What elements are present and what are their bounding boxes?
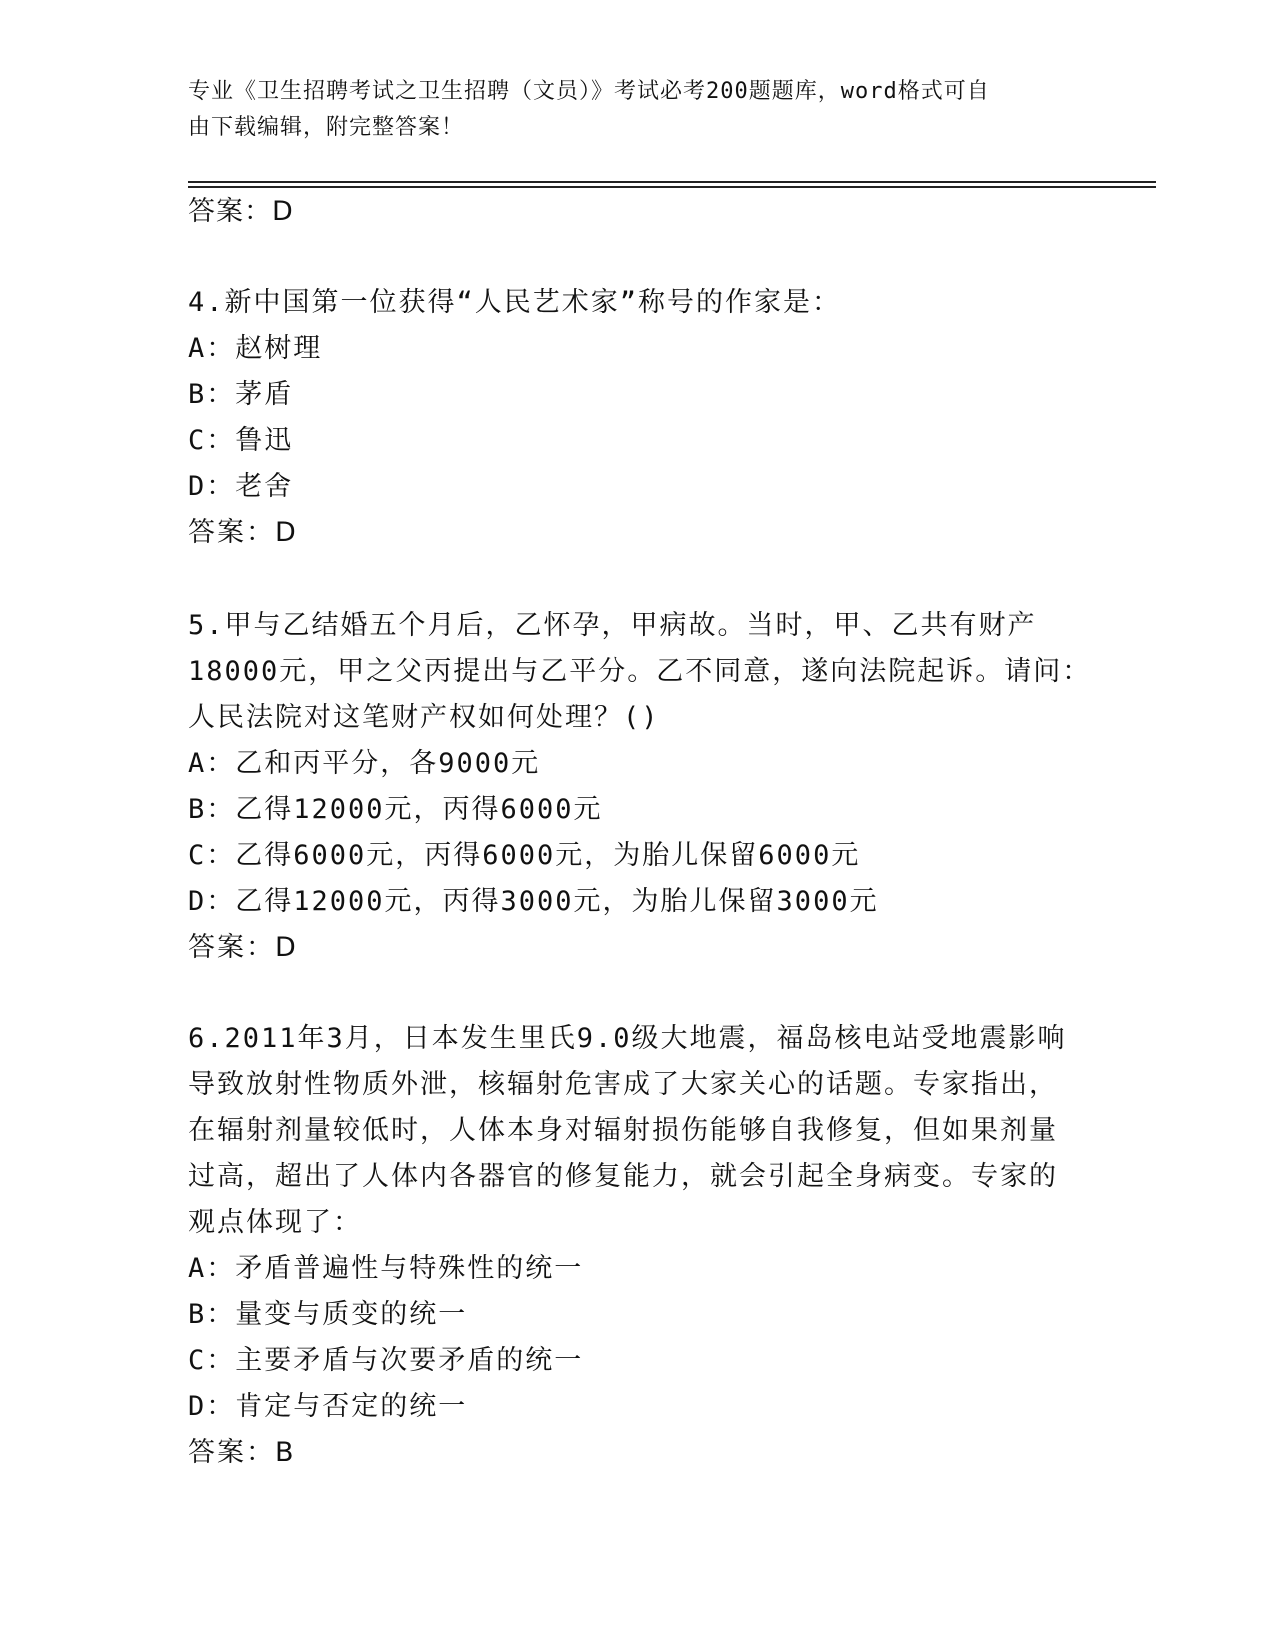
question-6 (188, 1016, 1088, 1476)
question-5 (188, 603, 1092, 971)
option-b: B：茅盾 (188, 379, 294, 410)
answer: 答案：D (188, 517, 298, 548)
question-stem-line: 5.甲与乙结婚五个月后，乙怀孕，甲病故。当时，甲、乙共有财产 (188, 610, 1037, 641)
question-stem-line: 4.新中国第一位获得“人民艺术家”称号的作家是： (188, 287, 842, 318)
question-stem-line: 观点体现了： (188, 1207, 362, 1238)
question-4 (188, 280, 1088, 556)
option-c: C：乙得6000元，丙得6000元，为胎儿保留6000元 (188, 840, 861, 871)
answer: 答案：B (188, 1437, 296, 1468)
previous-answer: 答案：D (188, 196, 294, 227)
option-b: B：量变与质变的统一 (188, 1299, 468, 1330)
header-line-2: 由下载编辑，附完整答案！ (188, 115, 465, 140)
option-d: D：乙得12000元，丙得3000元，为胎儿保留3000元 (188, 886, 879, 917)
question-stem-line: 人民法院对这笔财产权如何处理？() (188, 702, 660, 733)
option-a: A：赵树理 (188, 333, 323, 364)
question-stem-line: 过高，超出了人体内各器官的修复能力，就会引起全身病变。专家的 (188, 1161, 1058, 1192)
option-d: D：老舍 (188, 471, 294, 502)
answer: 答案：D (188, 932, 298, 963)
document-header (188, 74, 1068, 146)
question-stem-line: 6.2011年3月，日本发生里氏9.0级大地震，福岛核电站受地震影响 (188, 1023, 1067, 1054)
header-rule-top (188, 181, 1156, 183)
option-c: C：鲁迅 (188, 425, 294, 456)
header-line-1: 专业《卫生招聘考试之卫生招聘（文员）》考试必考200题题库，word格式可自 (188, 79, 990, 104)
question-stem-line: 导致放射性物质外泄，核辐射危害成了大家关心的话题。专家指出， (188, 1069, 1058, 1100)
question-stem-line: 18000元，甲之父丙提出与乙平分。乙不同意，遂向法院起诉。请问： (188, 656, 1092, 687)
option-d: D：肯定与否定的统一 (188, 1391, 468, 1422)
option-a: A：乙和丙平分，各9000元 (188, 748, 541, 779)
option-c: C：主要矛盾与次要矛盾的统一 (188, 1345, 584, 1376)
option-b: B：乙得12000元，丙得6000元 (188, 794, 603, 825)
question-stem-line: 在辐射剂量较低时，人体本身对辐射损伤能够自我修复，但如果剂量 (188, 1115, 1058, 1146)
option-a: A：矛盾普遍性与特殊性的统一 (188, 1253, 584, 1284)
header-rule-bottom (188, 186, 1156, 188)
